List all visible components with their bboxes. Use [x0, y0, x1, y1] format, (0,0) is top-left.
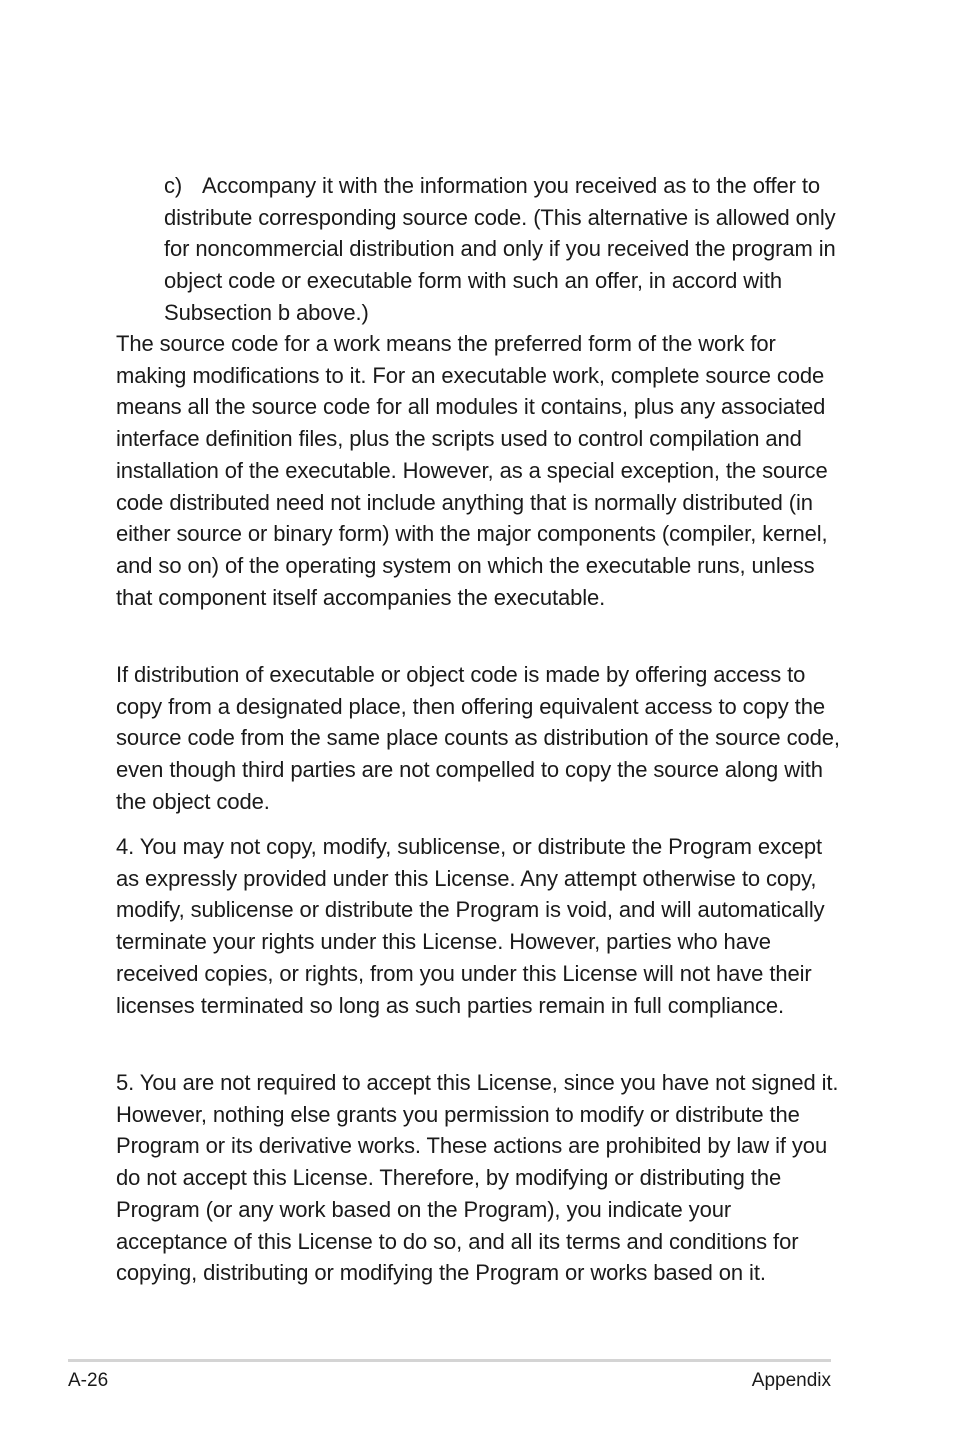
page-number: A-26 — [68, 1370, 109, 1391]
paragraph-source-code-definition: The source code for a work means the preferred form of the work for making modifications to it. For an executable work, complete source code means all the source code for all modules it contains, plus any associated interface definition files, plus the scripts used to control compilation and installation of the executable. However, as a special exception, the source code distributed need not include anything that is normally distributed (in either source or binary form) with the major components (compiler, kernel, and so on) of the operating system on which the executable runs, unless that component itself accompanies the executable. — [116, 331, 828, 610]
subsection-c-text: Accompany it with the information you received as to the offer to distribute corresponding source code. (This alternative is allowed only for noncommercial distribution and only if you received the program in object code or executable form with such an offer, in accord with Subsection b above.) — [164, 173, 836, 325]
paragraph-section-4: 4. You may not copy, modify, sublicense, or distribute the Program except as expressly provided under this License. Any attempt otherwise to copy, modify, sublicense or distribute the Program is void, and will automatically terminate your rights under this License. However, parties who have received copies, or rights, from you under this License will not have their licenses terminated so long as such parties remain in full compliance. — [116, 834, 825, 1018]
footer-divider — [68, 1359, 831, 1362]
subsection-c — [164, 170, 844, 329]
paragraph-distribution-access: If distribution of executable or object code is made by offering access to copy from a designated place, then offering equivalent access to copy the source code from the same place counts as distribution of the source code, even though third parties are not compelled to copy the source along with the object code. — [116, 662, 840, 814]
footer-section-label: Appendix — [751, 1370, 831, 1391]
paragraph-section-5: 5. You are not required to accept this License, since you have not signed it. However, nothing else grants you permission to modify or distribute the Program or its derivative works. These actions are prohibited by law if you do not accept this License. Therefore, by modifying or distributing the Program (or any work based on the Program), you indicate your acceptance of this License to do so, and all its terms and conditions for copying, distributing or modifying the Program or works based on it. — [116, 1070, 839, 1286]
list-marker: c) — [164, 173, 183, 198]
